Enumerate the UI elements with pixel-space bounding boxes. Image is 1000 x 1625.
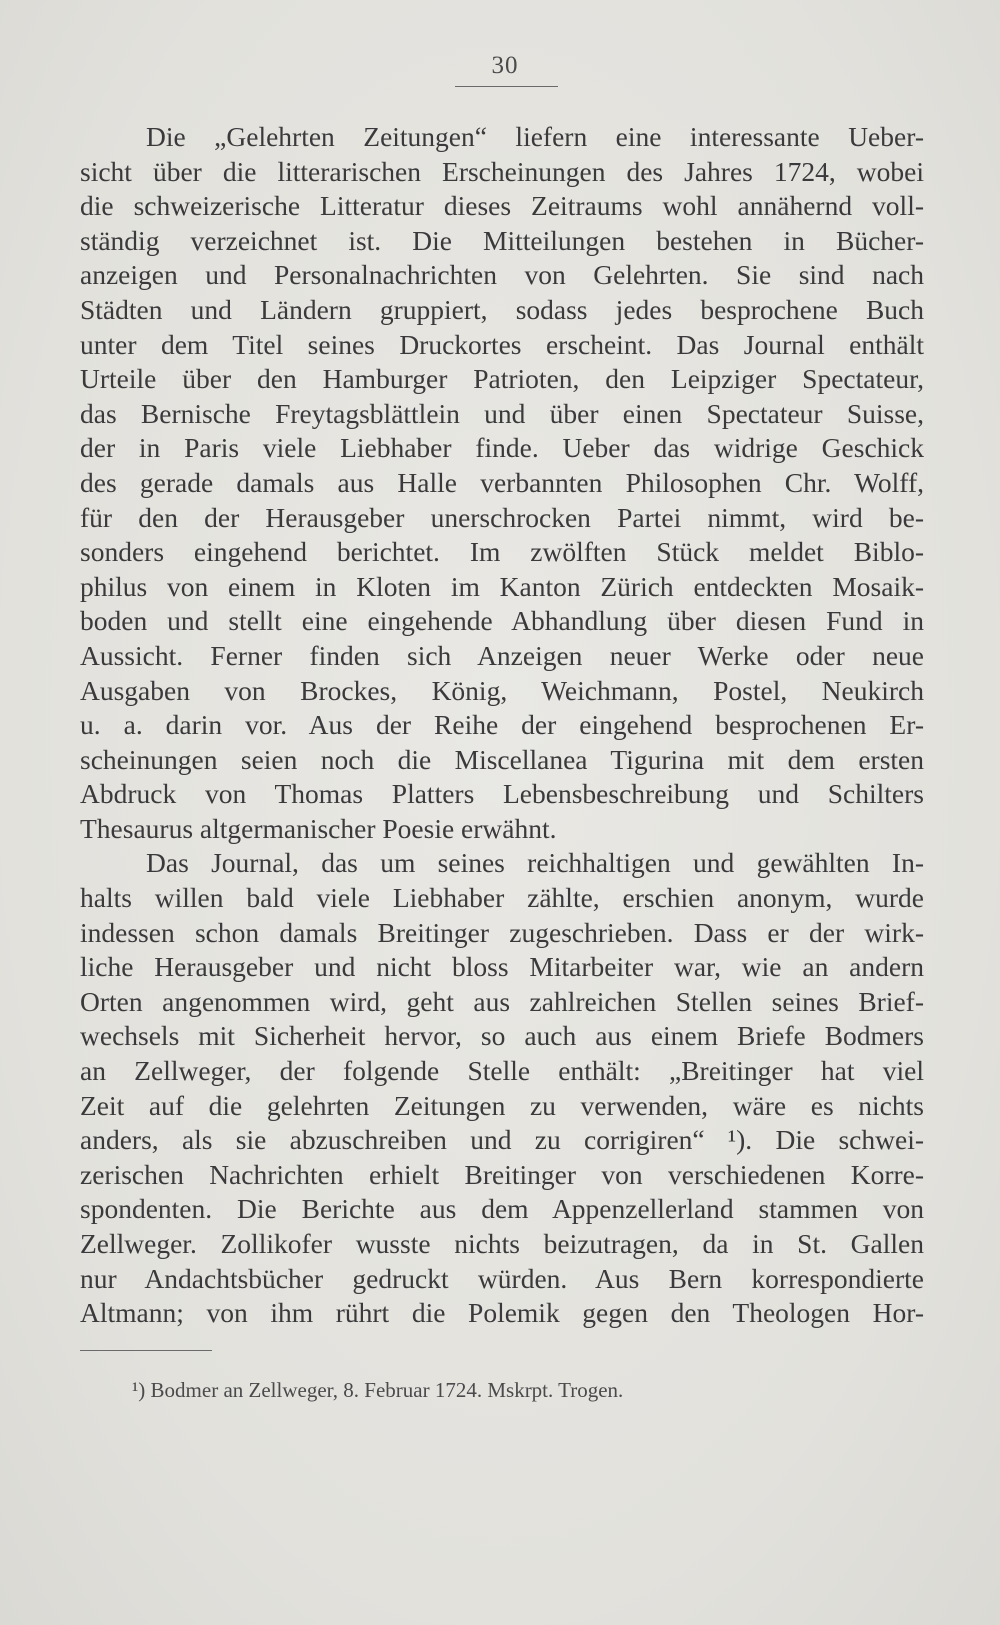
text-line: spondenten. Die Berichte aus dem Appenzellerland stammen von: [80, 1193, 924, 1225]
text-line: zerischen Nachrichten erhielt Breitinger von verschiedenen Korre-: [80, 1158, 924, 1190]
text-line: Zellweger. Zollikofer wusste nichts beizutragen, da in St. Gallen: [80, 1228, 924, 1259]
text-line: u. a. darin vor. Aus der Reihe der eingehend besprochenen Er-: [80, 709, 924, 741]
text-line: die schweizerische Litteratur dieses Zeitraums wohl annähernd voll-: [80, 190, 924, 222]
text-line: an Zellweger, der folgende Stelle enthält: „Breitinger hat viel: [80, 1055, 924, 1087]
text-line: Aussicht. Ferner finden sich Anzeigen neuer Werke oder neue: [80, 639, 924, 671]
text-line: liche Herausgeber und nicht bloss Mitarbeiter war, wie an andern: [80, 951, 924, 983]
text-line: ständig verzeichnet ist. Die Mitteilungen bestehen in Bücher-: [80, 224, 924, 256]
text-line: wechsels mit Sicherheit hervor, so auch aus einem Briefe Bodmers: [80, 1020, 924, 1052]
text-line: scheinungen seien noch die Miscellanea Tigurina mit dem ersten: [80, 743, 924, 775]
text-line: für den der Herausgeber unerschrocken Partei nimmt, wird be-: [80, 501, 924, 533]
text-line: Die „Gelehrten Zeitungen“ liefern eine interessante Ueber-: [146, 121, 924, 152]
text-line: Städten und Ländern gruppiert, sodass jedes besprochene Buch: [80, 293, 924, 325]
footnote: ¹) Bodmer an Zellweger, 8. Februar 1724. Mskrpt. Trogen.: [132, 1378, 624, 1402]
text-line: Thesaurus altgermanischer Poesie erwähnt.: [80, 812, 557, 844]
text-line: boden und stellt eine eingehende Abhandlung über diesen Fund in: [80, 605, 924, 637]
text-line: Urteile über den Hamburger Patrioten, den Leipziger Spectateur,: [80, 363, 924, 395]
text-line: sicht über die litterarischen Erscheinungen des Jahres 1724, wobei: [80, 155, 924, 187]
header-rule: [455, 86, 558, 87]
text-line: das Bernische Freytagsblättlein und über einen Spectateur Suisse,: [80, 397, 924, 429]
text-line: halts willen bald viele Liebhaber zählte, erschien anonym, wurde: [80, 882, 924, 914]
text-line: nur Andachtsbücher gedruckt würden. Aus Bern korrespondierte: [80, 1262, 924, 1294]
text-line: philus von einem in Kloten im Kanton Zürich entdeckten Mosaik-: [80, 570, 924, 602]
body-text: [80, 120, 924, 1331]
text-line: Das Journal, das um seines reichhaltigen und gewählten In-: [146, 847, 924, 879]
text-line: sonders eingehend berichtet. Im zwölften Stück meldet Biblo-: [80, 536, 924, 568]
text-line: Abdruck von Thomas Platters Lebensbeschreibung und Schilters: [80, 778, 924, 810]
text-line: unter dem Titel seines Druckortes erscheint. Das Journal enthält: [80, 328, 924, 360]
text-line: indessen schon damals Breitinger zugeschrieben. Dass er der wirk-: [80, 916, 924, 948]
text-line: Ausgaben von Brockes, König, Weichmann, Postel, Neukirch: [80, 674, 924, 706]
footnote-rule: [80, 1350, 212, 1351]
text-line: anders, als sie abzuschreiben und zu corrigiren“ ¹). Die schwei-: [80, 1124, 924, 1156]
text-line: Zeit auf die gelehrten Zeitungen zu verwenden, wäre es nichts: [80, 1089, 924, 1121]
text-line: Altmann; von ihm rührt die Polemik gegen den Theologen Hor-: [80, 1297, 924, 1329]
text-line: der in Paris viele Liebhaber finde. Ueber das widrige Geschick: [80, 432, 924, 464]
text-line: Orten angenommen wird, geht aus zahlreichen Stellen seines Brief-: [80, 985, 924, 1017]
page-number: 30: [491, 52, 519, 79]
text-line: anzeigen und Personalnachrichten von Gelehrten. Sie sind nach: [80, 259, 924, 291]
text-line: des gerade damals aus Halle verbannten Philosophen Chr. Wolff,: [80, 466, 924, 498]
